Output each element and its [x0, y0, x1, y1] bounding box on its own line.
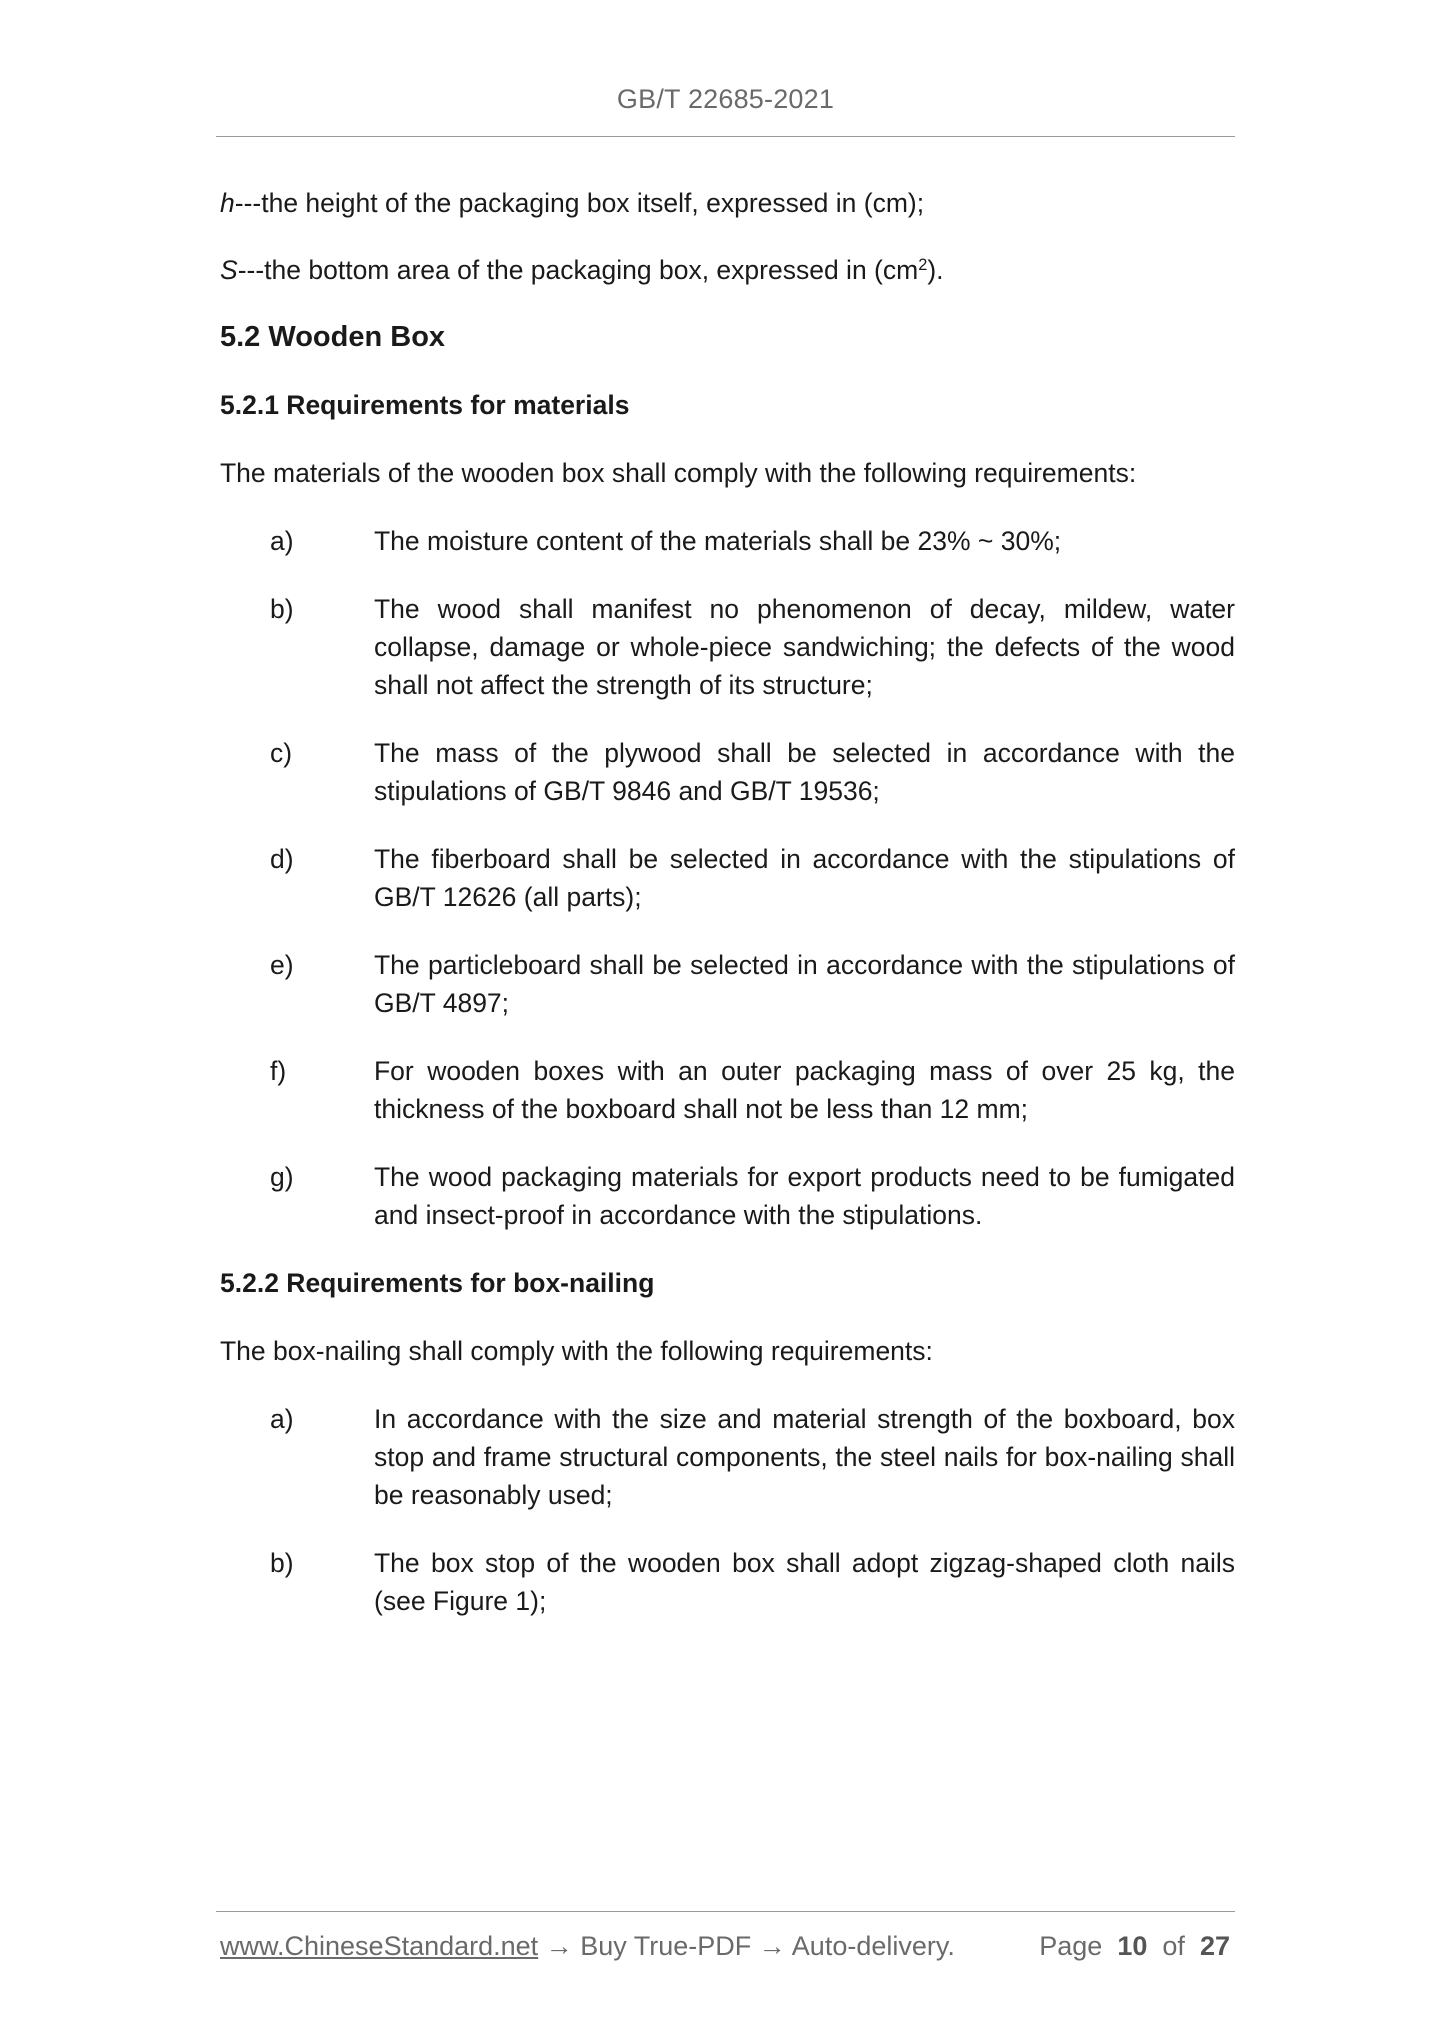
list-item-text: For wooden boxes with an outer packaging mass of over 25 kg, the thickness of the boxboard shall not be less than 12 mm; [374, 1056, 1235, 1124]
list-item [270, 590, 1235, 704]
definition-symbol: h [220, 188, 235, 218]
list-item [270, 840, 1235, 916]
list-item-text: The moisture content of the materials shall be 23% ~ 30%; [374, 526, 1062, 556]
subsection-title-materials: 5.2.1 Requirements for materials [220, 390, 630, 420]
list-item-text: The wood packaging materials for export products need to be fumigated and insect-proof in accordance with the stipulations. [374, 1162, 1235, 1230]
list-item-text: The box stop of the wooden box shall adopt zigzag-shaped cloth nails (see Figure 1); [374, 1548, 1235, 1616]
list-item [270, 946, 1235, 1022]
list-marker: c) [270, 738, 293, 768]
list-item-text: The fiberboard shall be selected in accordance with the stipulations of GB/T 12626 (all parts); [374, 844, 1235, 912]
section-title: 5.2 Wooden Box [220, 321, 446, 353]
buy-true-pdf-label: Buy True-PDF [580, 1931, 752, 1961]
definition-text: ---the height of the packaging box itself, expressed in (cm); [234, 188, 925, 218]
definition-s [220, 251, 1235, 289]
arrow-right-icon: → [545, 1931, 573, 1961]
list-item [270, 522, 1235, 560]
superscript: 2 [918, 255, 928, 274]
list-marker: g) [270, 1162, 294, 1192]
list-item [270, 1400, 1235, 1514]
list-marker: a) [270, 1404, 294, 1434]
header-divider [216, 136, 1235, 137]
list-item [270, 1158, 1235, 1234]
list-item-text: The wood shall manifest no phenomenon of decay, mildew, water collapse, damage or whole-piece sandwiching; the defects of the wood shall not affect the strength of its structure; [374, 594, 1235, 700]
list-marker: b) [270, 594, 294, 624]
list-item [270, 1544, 1235, 1620]
subsection-intro-materials: The materials of the wooden box shall comply with the following requirements: [220, 458, 1137, 488]
list-marker: b) [270, 1548, 294, 1578]
site-link[interactable]: www.ChineseStandard.net [220, 1931, 539, 1961]
definition-symbol: S [220, 255, 238, 285]
subsection-intro-box-nailing: The box-nailing shall comply with the following requirements: [220, 1336, 933, 1366]
page-indicator [1039, 1927, 1230, 1965]
list-marker: d) [270, 844, 294, 874]
page-total: 27 [1199, 1931, 1230, 1961]
arrow-right-icon: → [758, 1931, 786, 1961]
list-item-text: In accordance with the size and material strength of the boxboard, box stop and frame structural components, the steel nails for box-nailing shall be reasonably used; [374, 1404, 1235, 1510]
page-footer [220, 1927, 1235, 1965]
list-item [270, 1052, 1235, 1128]
list-marker: a) [270, 526, 294, 556]
definition-text: ---the bottom area of the packaging box, expressed in (cm [237, 255, 919, 285]
list-marker: e) [270, 950, 294, 980]
footer-divider [216, 1911, 1235, 1912]
definition-tail: ). [927, 255, 944, 285]
list-item-text: The mass of the plywood shall be selected in accordance with the stipulations of GB/T 9846 and GB/T 19536; [374, 738, 1235, 806]
page-of-label: of [1162, 1931, 1185, 1961]
page-current: 10 [1117, 1931, 1148, 1961]
definition-h [220, 184, 1235, 222]
auto-delivery-label: Auto-delivery. [791, 1931, 955, 1961]
subsection-title-box-nailing: 5.2.2 Requirements for box-nailing [220, 1268, 655, 1298]
list-item [270, 734, 1235, 810]
list-marker: f) [270, 1056, 287, 1086]
list-item-text: The particleboard shall be selected in accordance with the stipulations of GB/T 4897; [374, 950, 1235, 1018]
document-header-code: GB/T 22685-2021 [616, 84, 835, 114]
page-label: Page [1039, 1931, 1103, 1961]
